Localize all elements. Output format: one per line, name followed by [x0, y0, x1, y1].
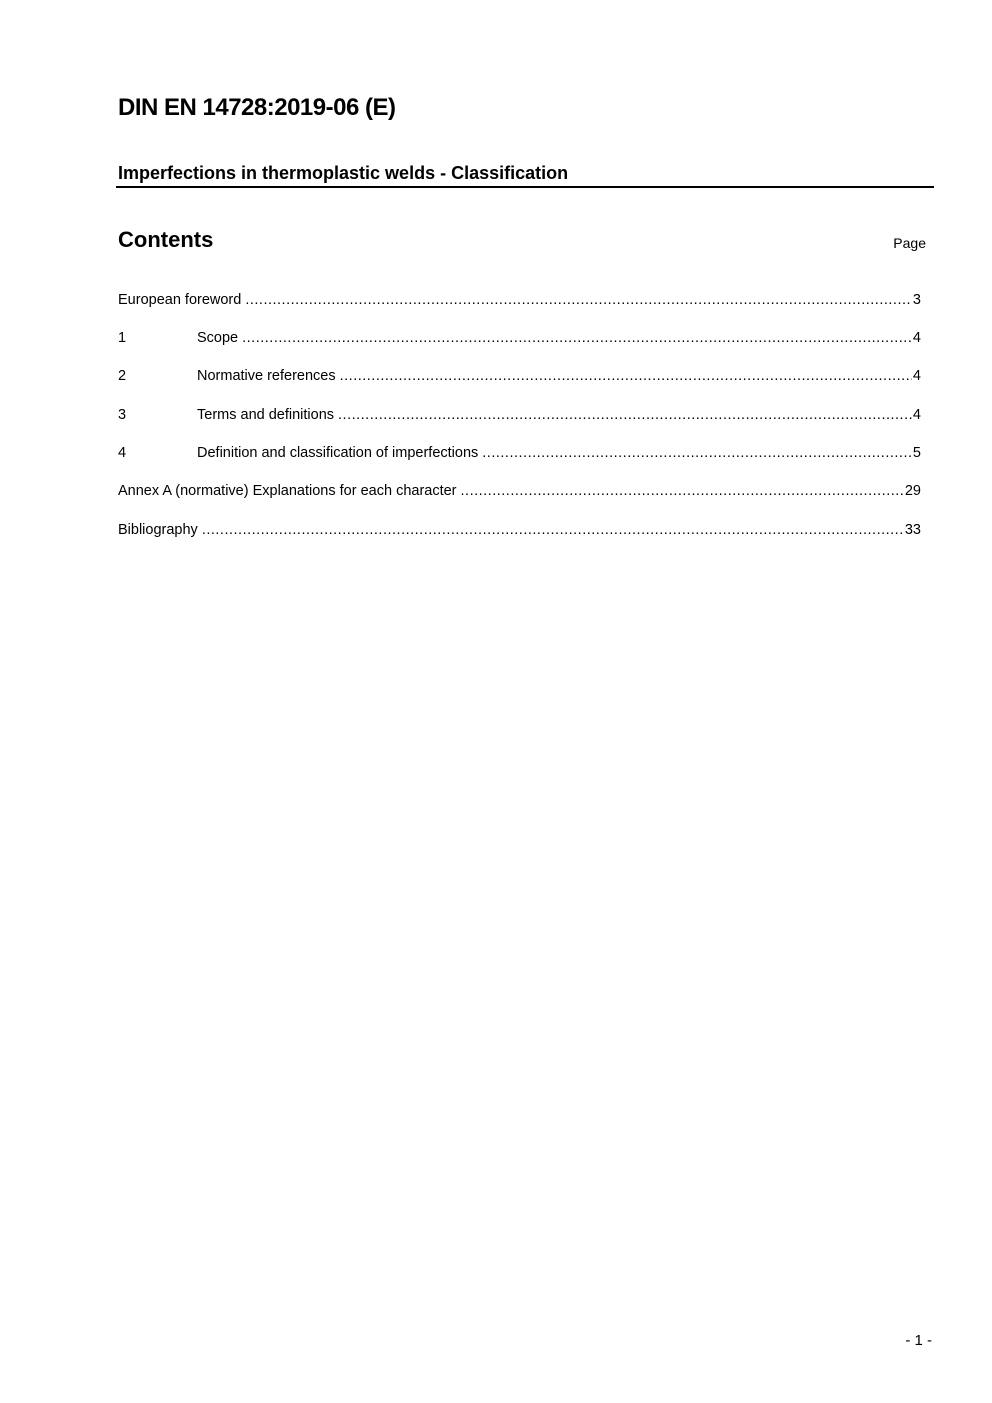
- toc-entry-page: 29: [904, 483, 921, 499]
- toc-entry-bibliography[interactable]: [118, 522, 921, 542]
- toc-entry-european-foreword[interactable]: [118, 292, 921, 312]
- toc-entry-text: Bibliography: [118, 522, 198, 538]
- document-subtitle: Imperfections in thermoplastic welds - Classification: [118, 163, 569, 183]
- toc-entry-page: 4: [912, 330, 921, 346]
- toc-entry-definition-classification[interactable]: [118, 445, 921, 465]
- toc-dot-leader: [338, 407, 912, 423]
- toc-entry-page: 33: [904, 522, 921, 538]
- toc-dot-leader: [242, 330, 912, 346]
- subtitle-divider: [116, 186, 934, 188]
- toc-dot-leader: [245, 292, 912, 308]
- page-number: - 1 -: [905, 1332, 932, 1349]
- toc-entry-number: 4: [118, 445, 127, 461]
- page-column-label: Page: [893, 235, 926, 251]
- toc-entry-page: 3: [912, 292, 921, 308]
- toc-entry-number: 3: [118, 407, 127, 423]
- toc-entry-page: 4: [912, 368, 921, 384]
- toc-entry-scope[interactable]: [118, 330, 921, 350]
- contents-heading: Contents: [118, 227, 214, 252]
- toc-entry-text: Definition and classification of imperfections: [197, 445, 479, 461]
- toc-dot-leader: [461, 483, 904, 499]
- toc-entry-number: 1: [118, 330, 127, 346]
- toc-entry-text: Terms and definitions: [197, 407, 335, 423]
- toc-entry-text: Annex A (normative) Explanations for each character: [118, 483, 457, 499]
- toc-entry-text: European foreword: [118, 292, 242, 308]
- toc-entry-page: 5: [912, 445, 921, 461]
- toc-entry-normative-references[interactable]: [118, 368, 921, 388]
- toc-dot-leader: [340, 368, 912, 384]
- toc-entry-terms-and-definitions[interactable]: [118, 407, 921, 427]
- toc-entry-page: 4: [912, 407, 921, 423]
- toc-entry-number: 2: [118, 368, 127, 384]
- document-title: DIN EN 14728:2019-06 (E): [118, 94, 396, 121]
- toc-entry-text: Normative references: [197, 368, 336, 384]
- toc-entry-text: Scope: [197, 330, 239, 346]
- toc-dot-leader: [482, 445, 912, 461]
- toc-dot-leader: [202, 522, 904, 538]
- toc-entry-annex-a[interactable]: [118, 483, 921, 503]
